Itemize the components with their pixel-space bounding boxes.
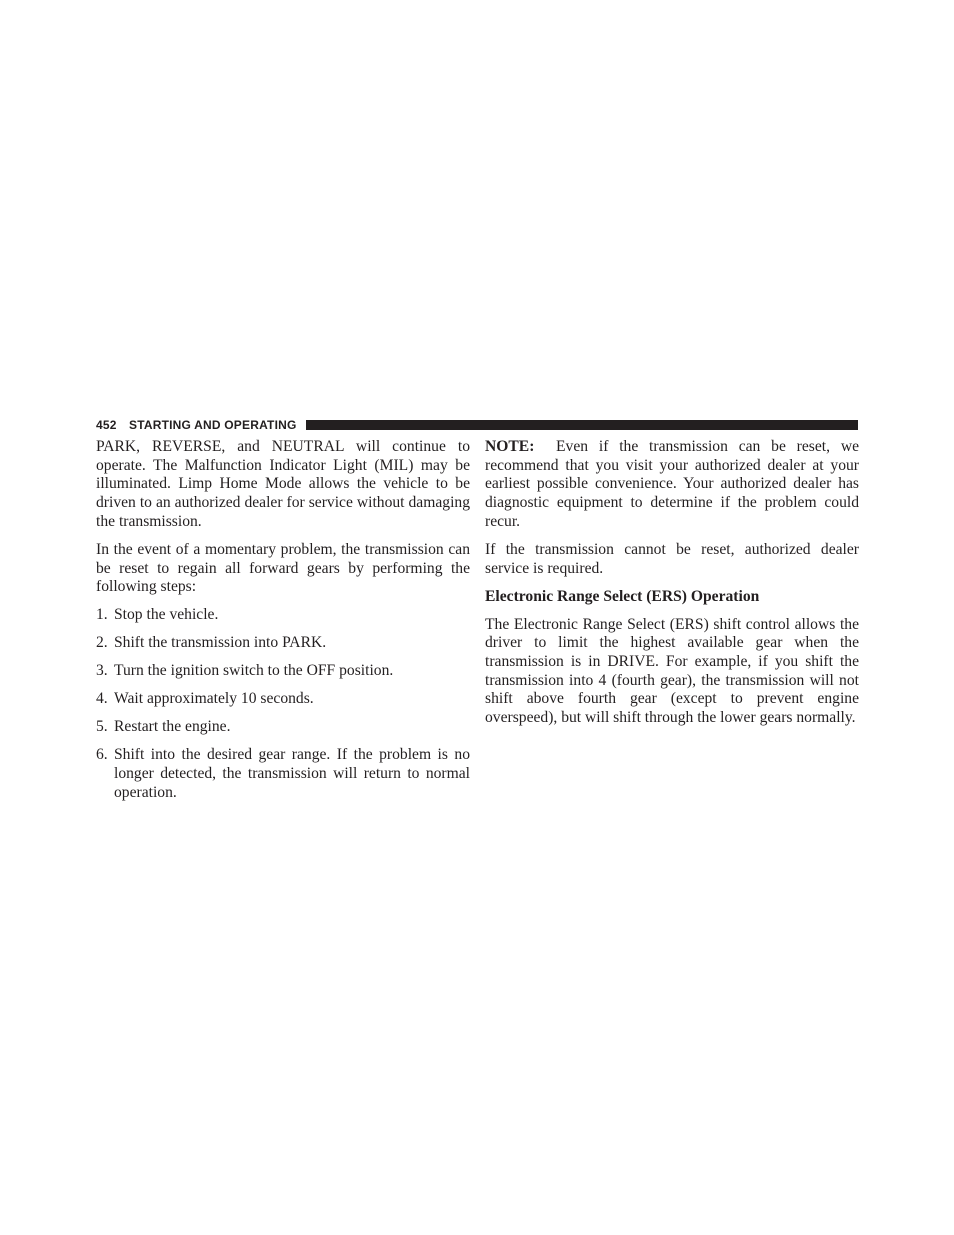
note-label: NOTE: — [485, 438, 535, 455]
left-column — [96, 438, 470, 812]
list-item — [96, 690, 470, 709]
list-item — [96, 746, 470, 802]
reset-intro-paragraph: In the event of a momentary problem, the transmission can be reset to regain all forward gears by performing the following steps: — [96, 540, 470, 596]
step-text: Restart the engine. — [114, 718, 231, 736]
page-header — [96, 417, 858, 433]
note-paragraph — [485, 438, 859, 532]
list-item — [96, 634, 470, 653]
right-column — [485, 438, 859, 737]
step-text: Shift into the desired gear range. If the problem is no longer detected, the transmission will return to normal operation. — [114, 746, 470, 801]
list-item — [96, 606, 470, 625]
step-number: 4. — [96, 690, 108, 708]
ers-paragraph: The Electronic Range Select (ERS) shift control allows the driver to limit the highest available gear when the transmission is in DRIVE. For example, if you shift the transmission into 4 (fourth gear), the transmission will not shift above fourth gear (except to prevent engine overspeed), but will shift through the lower gears normally. — [485, 615, 859, 727]
step-number: 5. — [96, 718, 108, 736]
dealer-service-paragraph: If the transmission cannot be reset, authorized dealer service is required. — [485, 540, 859, 577]
note-text: Even if the transmission can be reset, we recommend that you visit your authorized dealer at your earliest possible convenience. Your authorized dealer has diagnostic equipment to determine if the problem could recur. — [485, 438, 860, 530]
header-rule-bar — [306, 420, 858, 430]
step-text: Turn the ignition switch to the OFF position. — [114, 662, 394, 680]
limp-home-paragraph: PARK, REVERSE, and NEUTRAL will continue to operate. The Malfunction Indicator Light (MIL) may be illuminated. Limp Home Mode allows the vehicle to be driven to an authorized dealer for service without damaging the transmission. — [96, 438, 470, 530]
list-item — [96, 662, 470, 681]
step-text: Wait approximately 10 seconds. — [114, 690, 314, 708]
step-number: 2. — [96, 634, 108, 652]
step-number: 6. — [96, 746, 108, 764]
step-number: 3. — [96, 662, 108, 680]
ers-subheading: Electronic Range Select (ERS) Operation — [485, 587, 760, 605]
list-item — [96, 718, 470, 737]
step-text: Shift the transmission into PARK. — [114, 634, 327, 652]
step-text: Stop the vehicle. — [114, 606, 219, 624]
section-title: STARTING AND OPERATING — [129, 418, 297, 432]
reset-steps-list — [96, 606, 470, 802]
page-number: 452 — [96, 418, 117, 432]
step-number: 1. — [96, 606, 108, 624]
